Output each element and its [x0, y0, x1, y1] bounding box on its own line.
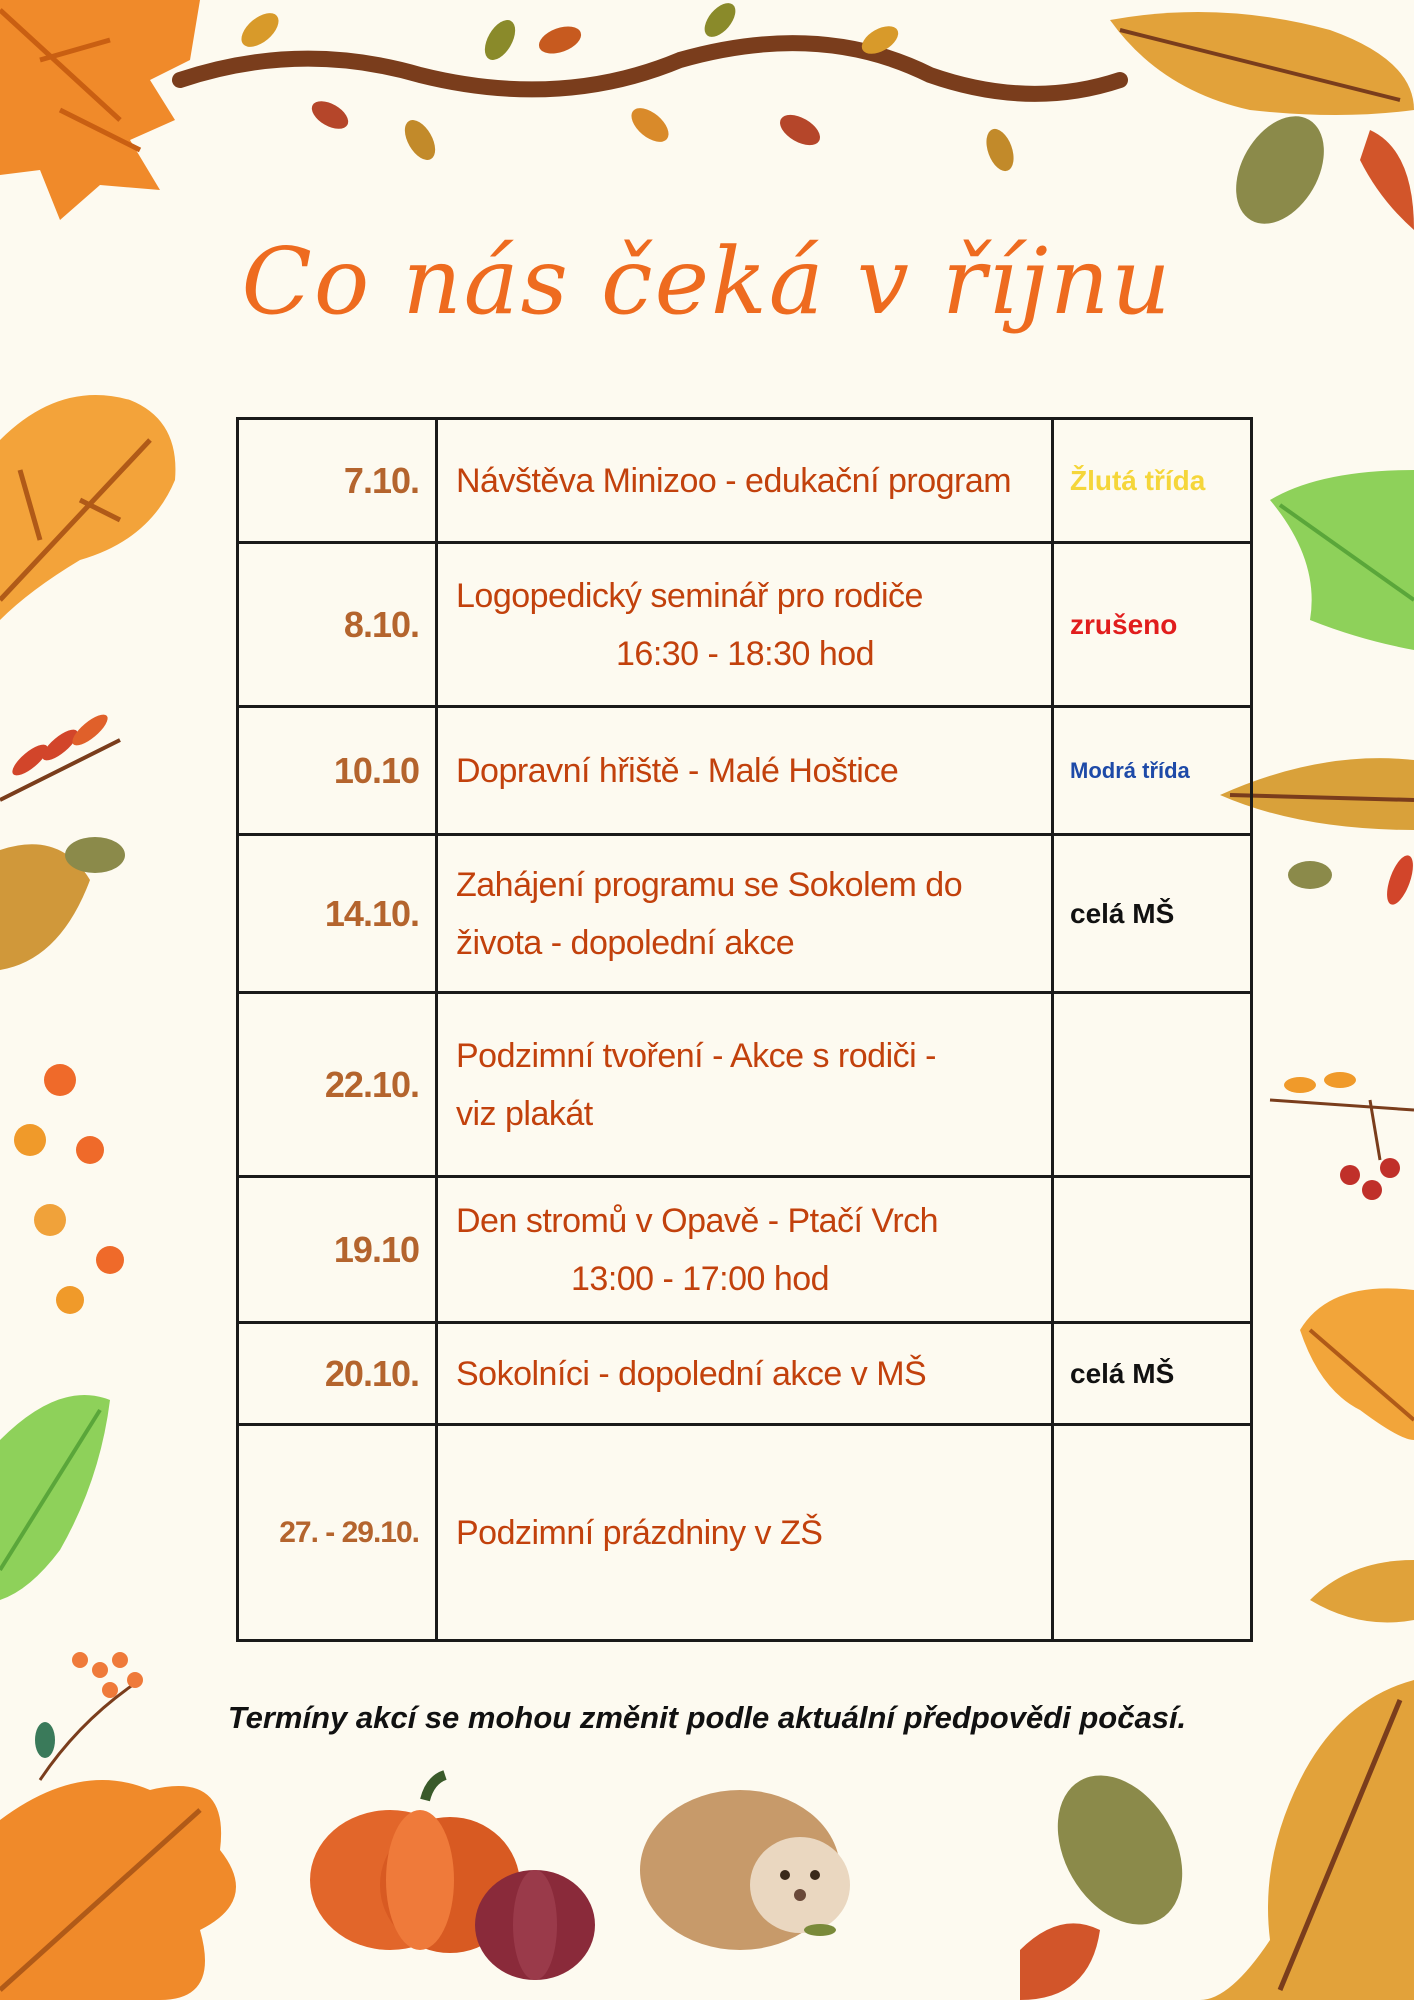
- event-line: viz plakát: [456, 1094, 593, 1133]
- oak-leaf-left-icon: [0, 395, 175, 620]
- table-row: [238, 543, 1252, 707]
- event-date: 19.10: [238, 1177, 437, 1323]
- event-line: 16:30 - 18:30 hod: [616, 634, 875, 673]
- event-date: 22.10.: [238, 993, 437, 1177]
- branch-with-leaves-icon: [180, 0, 1120, 175]
- page-title: Co nás čeká v říjnu: [241, 228, 1173, 335]
- table-row: [238, 419, 1252, 543]
- event-class-note: Modrá třída: [1053, 707, 1252, 835]
- footer-note: Termíny akcí se mohou změnit podle aktuální předpovědi počasí.: [227, 1700, 1187, 1735]
- event-class-note: [1053, 1177, 1252, 1323]
- oak-leaf-top-right-icon: [1110, 12, 1414, 239]
- event-description: [437, 543, 1053, 707]
- event-description: [437, 1425, 1053, 1641]
- event-line: 13:00 - 17:00 hod: [571, 1259, 830, 1298]
- events-table: [236, 417, 1253, 1642]
- event-description: [437, 1323, 1053, 1425]
- maple-leaf-top-left-icon: [0, 0, 200, 220]
- table-row: [238, 1323, 1252, 1425]
- event-date: 14.10.: [238, 835, 437, 993]
- event-date: 20.10.: [238, 1323, 437, 1425]
- table-row: [238, 835, 1252, 993]
- rowan-branch-left-icon: [0, 710, 125, 970]
- event-date: 8.10.: [238, 543, 437, 707]
- green-leaf-right-icon: [1270, 470, 1414, 650]
- event-line: života - dopolední akce: [456, 923, 795, 962]
- event-class-note: Žlutá třída: [1053, 419, 1252, 543]
- event-date: 27. - 29.10.: [238, 1425, 437, 1641]
- event-description: [437, 1177, 1053, 1323]
- berry-branch-right-icon: [1270, 1072, 1414, 1200]
- event-line: Návštěva Minizoo - edukační program: [456, 461, 1012, 500]
- event-description: [437, 993, 1053, 1177]
- event-line: Podzimní prázdniny v ZŠ: [456, 1513, 823, 1552]
- pumpkin-icon: [310, 1775, 595, 1980]
- oak-leaf-right-mid-icon: [1300, 1288, 1414, 1440]
- leaf-right-lower-icon: [1310, 1560, 1414, 1623]
- event-line: Zahájení programu se Sokolem do: [456, 865, 963, 904]
- event-class-note: zrušeno: [1053, 543, 1252, 707]
- table-row: [238, 1425, 1252, 1641]
- event-date: 7.10.: [238, 419, 437, 543]
- event-class-note: [1053, 1425, 1252, 1641]
- green-leaf-left-icon: [0, 1395, 110, 1600]
- event-class-note: celá MŠ: [1053, 835, 1252, 993]
- event-line: Sokolníci - dopolední akce v MŠ: [456, 1354, 927, 1393]
- event-description: [437, 707, 1053, 835]
- maple-leaf-bottom-left-icon: [0, 1780, 236, 2000]
- event-class-note: celá MŠ: [1053, 1323, 1252, 1425]
- maple-cluster-left-icon: [14, 1064, 124, 1314]
- event-date: 10.10: [238, 707, 437, 835]
- event-line: Logopedický seminář pro rodiče: [456, 576, 923, 615]
- event-description: [437, 835, 1053, 993]
- table-row: [238, 707, 1252, 835]
- hedgehog-icon: [640, 1790, 850, 1950]
- event-line: Den stromů v Opavě - Ptačí Vrch: [456, 1201, 939, 1240]
- table-row: [238, 1177, 1252, 1323]
- event-class-note: [1053, 993, 1252, 1177]
- table-row: [238, 993, 1252, 1177]
- event-line: Dopravní hřiště - Malé Hoštice: [456, 751, 899, 790]
- event-line: Podzimní tvoření - Akce s rodiči -: [456, 1036, 936, 1075]
- event-description: [437, 419, 1053, 543]
